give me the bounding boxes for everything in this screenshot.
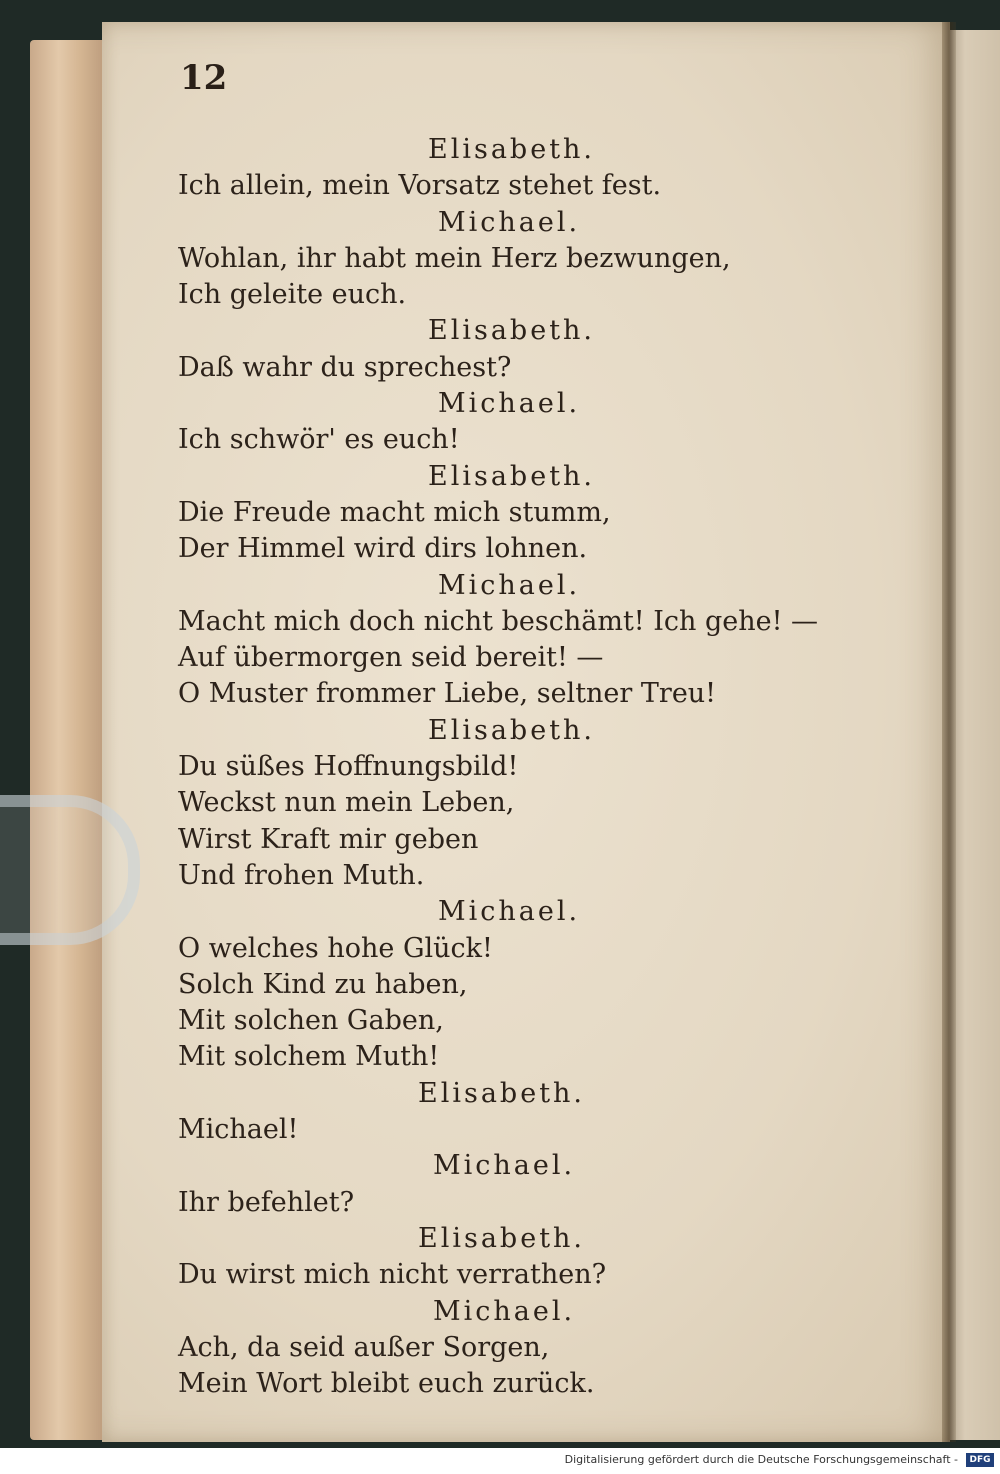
facing-page-edge xyxy=(950,30,1000,1440)
verse-line: Und frohen Muth. xyxy=(178,859,425,891)
speaker-name: Elisabeth. xyxy=(428,315,596,347)
verse-line: Mein Wort bleibt euch zurück. xyxy=(178,1368,595,1400)
verse-line: Ich schwör' es euch! xyxy=(178,424,460,456)
verse-line: Ich allein, mein Vorsatz stehet fest. xyxy=(178,170,662,202)
verse-line: Ich geleite euch. xyxy=(178,279,407,311)
verse-line: Der Himmel wird dirs lohnen. xyxy=(178,533,588,565)
verse-line: O Muster frommer Liebe, seltner Treu! xyxy=(178,678,717,710)
speaker-name: Michael. xyxy=(438,569,581,601)
verse-line: Wohlan, ihr habt mein Herz bezwungen, xyxy=(178,242,731,274)
verse-line: Auf übermorgen seid bereit! — xyxy=(178,642,604,674)
verse-line: Daß wahr du sprechest? xyxy=(178,351,512,383)
page-clip xyxy=(0,795,140,945)
book-gutter xyxy=(942,22,956,1442)
verse-line: Die Freude macht mich stumm, xyxy=(178,496,611,528)
speaker-name: Elisabeth. xyxy=(418,1222,586,1254)
verse-line: Weckst nun mein Leben, xyxy=(178,787,515,819)
speaker-name: Elisabeth. xyxy=(418,1077,586,1109)
verse-line: Mit solchem Muth! xyxy=(178,1041,440,1073)
page-edges xyxy=(30,40,102,1440)
verse-line: Mit solchen Gaben, xyxy=(178,1005,444,1037)
speaker-name: Elisabeth. xyxy=(428,460,596,492)
verse-line: Du süßes Hoffnungsbild! xyxy=(178,751,519,783)
verse-line: O welches hohe Glück! xyxy=(178,932,493,964)
speaker-name: Michael. xyxy=(438,206,581,238)
verse-line: Wirst Kraft mir geben xyxy=(178,823,479,855)
verse-line: Michael! xyxy=(178,1114,299,1146)
speaker-name: Michael. xyxy=(433,1295,576,1327)
footer-credit: Digitalisierung gefördert durch die Deutsche Forschungsgemeinschaft - xyxy=(564,1453,958,1466)
page-number: 12 xyxy=(180,58,228,98)
speaker-name: Elisabeth. xyxy=(428,134,596,165)
verse-line: Macht mich doch nicht beschämt! Ich gehe! — xyxy=(178,605,819,637)
dfg-logo: DFG xyxy=(966,1453,994,1467)
speaker-name: Michael. xyxy=(438,896,581,928)
verse-line: Ihr befehlet? xyxy=(178,1186,355,1218)
speaker-name: Elisabeth. xyxy=(428,714,596,746)
footer-bar xyxy=(0,1448,1000,1474)
verse-line: Du wirst mich nicht verrathen? xyxy=(178,1259,607,1291)
dialogue-text xyxy=(178,132,878,1402)
speaker-name: Michael. xyxy=(438,388,581,420)
verse-line: Ach, da seid außer Sorgen, xyxy=(178,1331,550,1363)
speaker-name: Michael. xyxy=(433,1150,576,1182)
verse-line: Solch Kind zu haben, xyxy=(178,968,468,1000)
